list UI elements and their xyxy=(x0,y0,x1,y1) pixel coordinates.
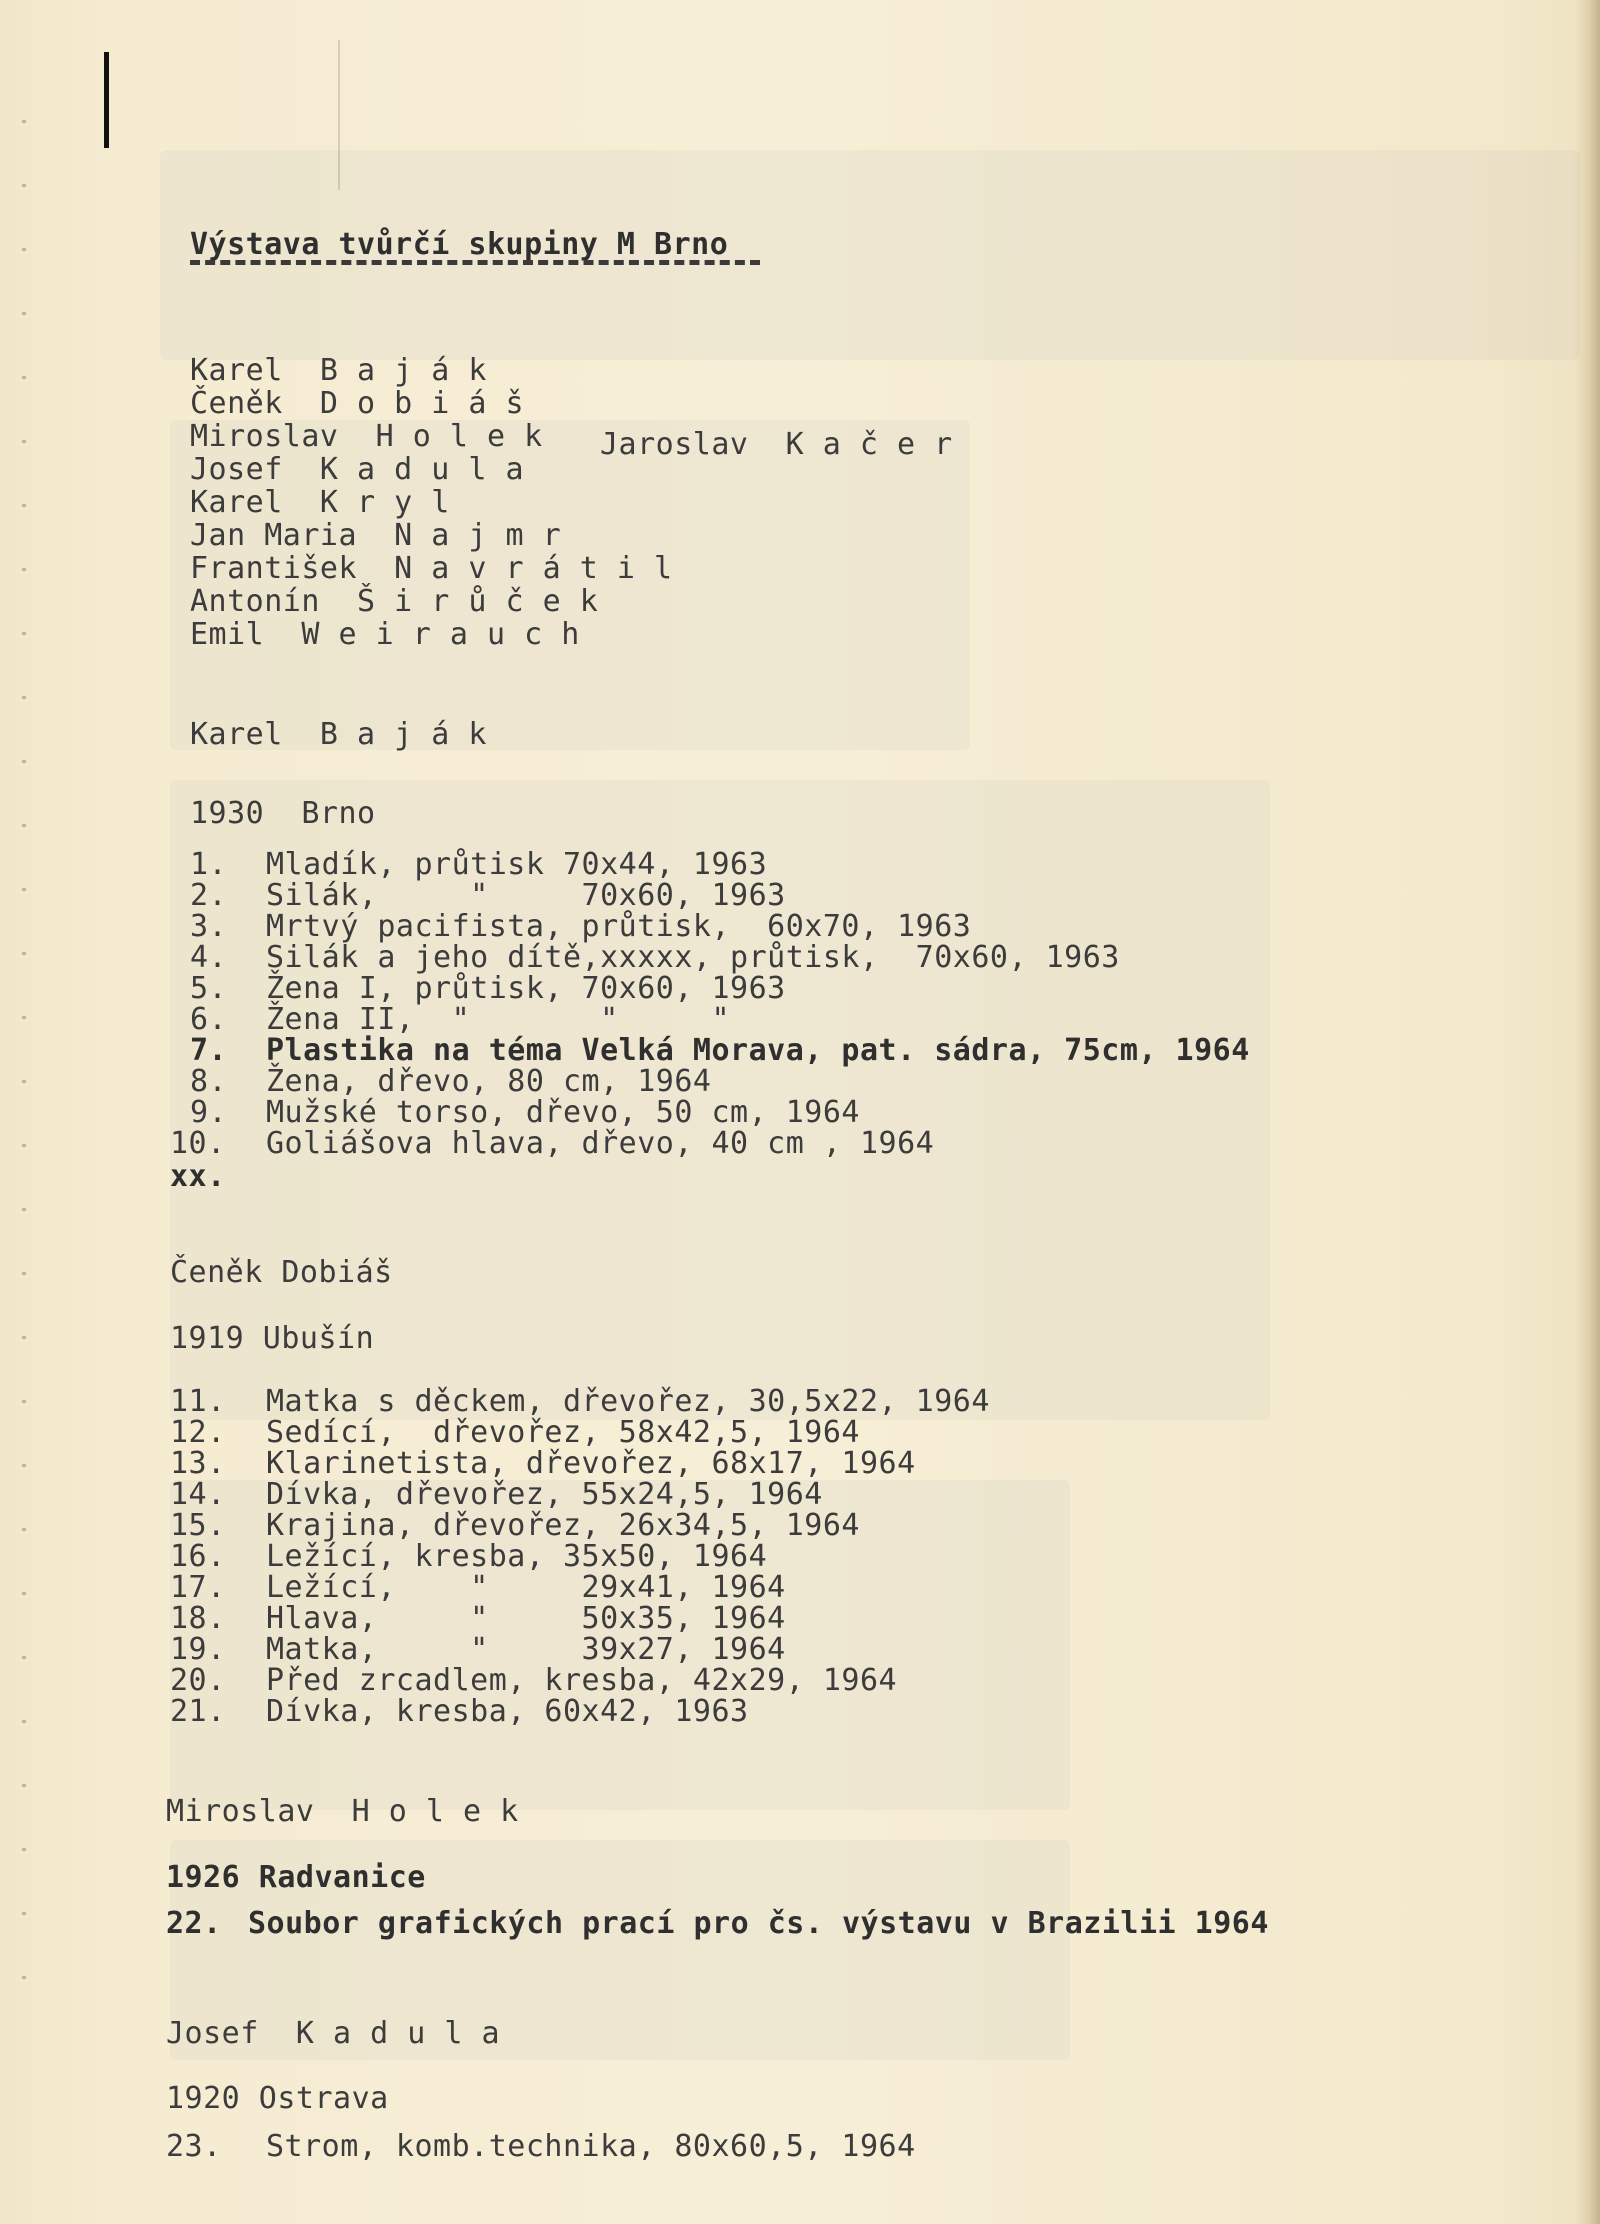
work-entry: Mužské torso, dřevo, 50 cm, 1964 xyxy=(266,1095,860,1130)
artist-origin: 1926 Radvanice xyxy=(166,1860,426,1895)
artist-name: Miroslav H o l e k xyxy=(166,1794,519,1829)
title-underline xyxy=(190,260,760,265)
work-entry: Před zrcadlem, kresba, 42x29, 1964 xyxy=(266,1663,898,1698)
work-number: 5. xyxy=(190,971,228,1006)
work-entry: Žena, dřevo, 80 cm, 1964 xyxy=(266,1064,712,1099)
paper-edge-shadow xyxy=(1574,0,1600,2224)
work-number: 22. xyxy=(166,1906,222,1941)
artist-name: Josef K a d u l a xyxy=(166,2016,501,2051)
work-entry: Matka s děckem, dřevořez, 30,5x22, 1964 xyxy=(266,1384,990,1419)
work-entry: Klarinetista, dřevořez, 68x17, 1964 xyxy=(266,1446,916,1481)
work-number: 16. xyxy=(170,1539,226,1574)
work-entry: Ležící, kresba, 35x50, 1964 xyxy=(266,1539,768,1574)
work-number: 13. xyxy=(170,1446,226,1481)
page-title: Výstava tvůrčí skupiny M Brno xyxy=(190,227,729,262)
roster-item: Čeněk D o b i á š xyxy=(190,386,525,421)
work-number: 11. xyxy=(170,1384,226,1419)
roster-item: Miroslav H o l e k xyxy=(190,419,543,454)
work-entry: Žena II, " " " xyxy=(266,1002,731,1037)
work-number: 14. xyxy=(170,1477,226,1512)
work-entry: Dívka, dřevořez, 55x24,5, 1964 xyxy=(266,1477,823,1512)
work-number: 20. xyxy=(170,1663,226,1698)
roster-item: Karel B a j á k xyxy=(190,353,487,388)
work-entry: Dívka, kresba, 60x42, 1963 xyxy=(266,1694,749,1729)
roster-item: Emil W e i r a u c h xyxy=(190,617,580,652)
work-number: 7. xyxy=(190,1033,228,1068)
work-number: 2. xyxy=(190,878,228,913)
work-number: 1. xyxy=(190,847,228,882)
work-number: 19. xyxy=(170,1632,226,1667)
work-entry: Mrtvý pacifista, průtisk, 60x70, 1963 xyxy=(266,909,972,944)
work-number: 3. xyxy=(190,909,228,944)
work-number: 6. xyxy=(190,1002,228,1037)
margin-speckles xyxy=(22,120,26,2020)
work-entry: Sedící, dřevořez, 58x42,5, 1964 xyxy=(266,1415,860,1450)
work-number: 10. xyxy=(170,1126,226,1161)
roster-item: Karel K r y l xyxy=(190,485,450,520)
work-number: 4. xyxy=(190,940,228,975)
artist-origin: 1930 Brno xyxy=(190,796,376,831)
roster-item: Josef K a d u l a xyxy=(190,452,525,487)
roster-item-added: Jaroslav K a č e r xyxy=(600,427,953,462)
work-entry: Plastika na téma Velká Morava, pat. sádra, 75cm, 1964 xyxy=(266,1033,1250,1068)
artist-name: Karel B a j á k xyxy=(190,717,487,752)
artist-name: Čeněk Dobiáš xyxy=(170,1255,393,1290)
work-number: 12. xyxy=(170,1415,226,1450)
work-entry: Ležící, " 29x41, 1964 xyxy=(266,1570,786,1605)
artist-origin: 1920 Ostrava xyxy=(166,2081,389,2116)
work-number: 21. xyxy=(170,1694,226,1729)
work-entry: Silák a jeho dítě,xxxxx, průtisk, 70x60, 1963 xyxy=(266,940,1120,975)
work-entry: Soubor grafických prací pro čs. výstavu v Brazilii 1964 xyxy=(248,1906,1269,1941)
work-entry: Silák, " 70x60, 1963 xyxy=(266,878,786,913)
work-entry: Hlava, " 50x35, 1964 xyxy=(266,1601,786,1636)
work-entry: Matka, " 39x27, 1964 xyxy=(266,1632,786,1667)
roster-item: Antonín Š i r ů č e k xyxy=(190,584,599,619)
work-number: 8. xyxy=(190,1064,228,1099)
paper-crease xyxy=(338,40,340,190)
work-entry: Strom, komb.technika, 80x60,5, 1964 xyxy=(266,2129,916,2164)
work-number: 9. xyxy=(190,1095,228,1130)
work-entry: Žena I, průtisk, 70x60, 1963 xyxy=(266,971,786,1006)
work-number-struck: xx. xyxy=(170,1159,226,1194)
work-entry: Mladík, průtisk 70x44, 1963 xyxy=(266,847,768,882)
roster-item: Jan Maria N a j m r xyxy=(190,518,562,553)
artist-origin: 1919 Ubušín xyxy=(170,1321,375,1356)
work-number: 18. xyxy=(170,1601,226,1636)
work-entry: Krajina, dřevořez, 26x34,5, 1964 xyxy=(266,1508,860,1543)
work-number: 15. xyxy=(170,1508,226,1543)
work-number: 23. xyxy=(166,2129,222,2164)
work-entry: Goliášova hlava, dřevo, 40 cm , 1964 xyxy=(266,1126,935,1161)
work-number: 17. xyxy=(170,1570,226,1605)
roster-item: František N a v r á t i l xyxy=(190,551,673,586)
margin-bar-mark xyxy=(104,52,109,148)
